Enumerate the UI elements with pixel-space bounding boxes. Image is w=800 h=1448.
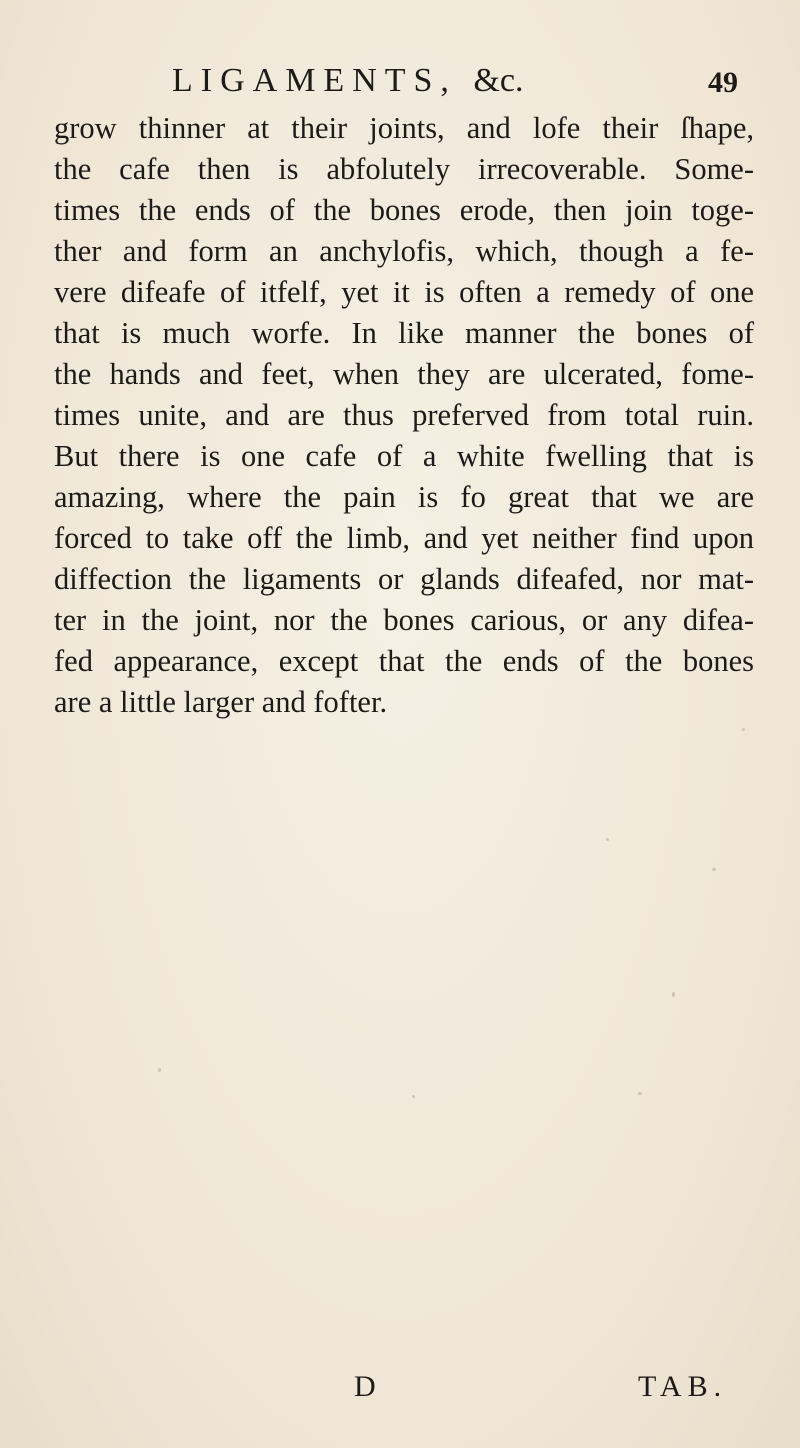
text-line: vere difeafe of itfelf, yet it is often a remedy of one	[54, 275, 754, 309]
text-line: forced to take off the limb, and yet neither find upon	[54, 521, 754, 555]
text-line: But there is one cafe of a white fwelling that is	[54, 439, 754, 473]
text-line: fed appearance, except that the ends of the bones	[54, 644, 754, 678]
paper-speck	[638, 1092, 642, 1095]
page-number: 49	[708, 66, 738, 99]
text-line: the cafe then is abfolutely irrecoverable. Some-	[54, 152, 754, 186]
paper-speck	[672, 992, 675, 997]
body-paragraph	[54, 108, 754, 723]
running-title: LIGAMENTS,	[172, 62, 457, 99]
text-line: the hands and feet, when they are ulcerated, fome-	[54, 357, 754, 391]
catchword: TAB.	[638, 1370, 728, 1403]
text-line: diffection the ligaments or glands difeafed, nor mat-	[54, 562, 754, 596]
running-title-suffix: &c.	[473, 62, 524, 99]
paper-speck	[742, 728, 745, 731]
paper-speck	[412, 1095, 415, 1098]
text-line: amazing, where the pain is fo great that we are	[54, 480, 754, 514]
running-head	[172, 62, 523, 100]
text-line: are a little larger and fofter.	[54, 685, 388, 719]
paper-speck	[158, 1068, 161, 1072]
paper-speck	[606, 838, 609, 841]
text-line: ter in the joint, nor the bones carious, or any difea-	[54, 603, 754, 637]
text-line: times the ends of the bones erode, then join toge-	[54, 193, 754, 227]
text-line: ther and form an anchylofis, which, though a fe-	[54, 234, 754, 268]
text-line: grow thinner at their joints, and lofe their ſhape,	[54, 111, 754, 145]
text-line: times unite, and are thus preferved from total ruin.	[54, 398, 754, 432]
signature-mark: D	[354, 1370, 376, 1403]
text-line: that is much worfe. In like manner the bones of	[54, 316, 754, 350]
paper-speck	[712, 868, 716, 871]
